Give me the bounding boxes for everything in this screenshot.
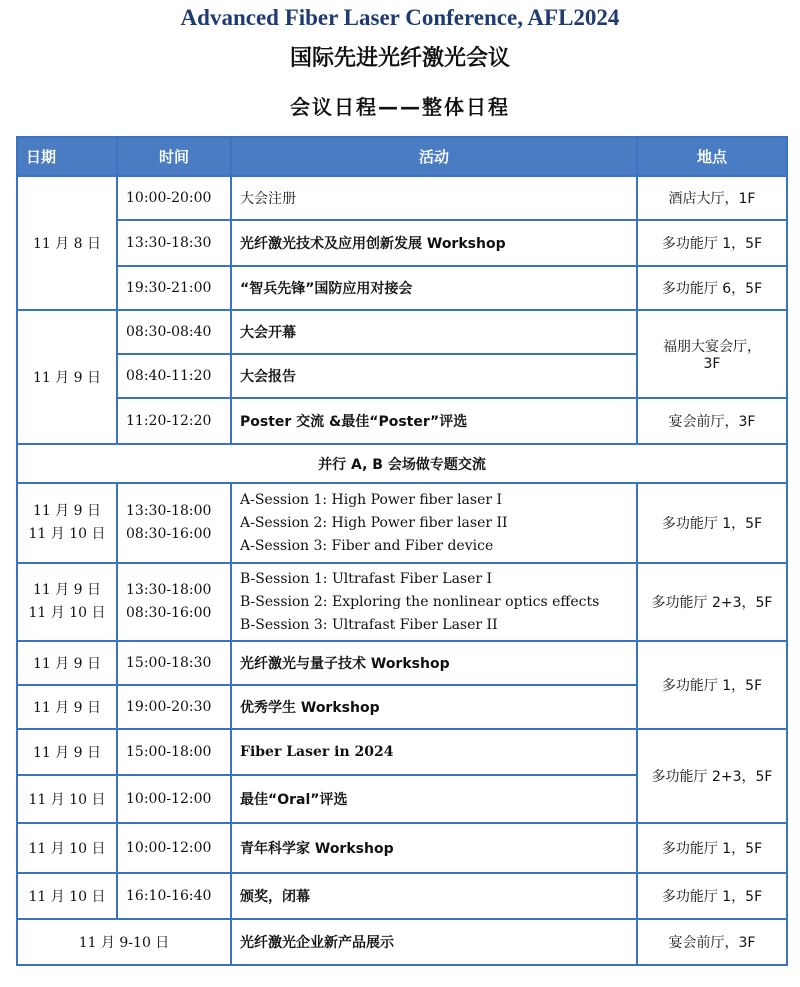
time-cell: 15:00-18:30 [117, 641, 231, 685]
table-row [17, 873, 787, 919]
activity-cell: “智兵先锋”国防应用对接会 [231, 266, 637, 310]
table-header-row [17, 137, 787, 176]
parallel-session-label: 并行 A, B 会场做专题交流 [17, 444, 787, 483]
activity-cell: 光纤激光技术及应用创新发展 Workshop [231, 220, 637, 266]
location-cell: 宴会前厅，3F [637, 398, 787, 444]
activity-cell: 光纤激光与量子技术 Workshop [231, 641, 637, 685]
time-cell: 19:00-20:30 [117, 685, 231, 729]
activity-cell: 优秀学生 Workshop [231, 685, 637, 729]
column-header-activity: 活动 [231, 137, 637, 176]
date-line: 11 月 10 日 [28, 605, 106, 621]
activity-cell [231, 483, 637, 563]
table-row [17, 919, 787, 965]
location-line: 福朋大宴会厅， [663, 339, 761, 355]
location-cell: 多功能厅 1，5F [637, 641, 787, 729]
activity-cell: Fiber Laser in 2024 [231, 729, 637, 775]
table-row [17, 266, 787, 310]
schedule-table [16, 136, 788, 966]
time-line: 08:30-16:00 [126, 526, 212, 542]
time-cell: 15:00-18:00 [117, 729, 231, 775]
table-row [17, 823, 787, 873]
time-cell: 10:00-12:00 [117, 775, 231, 823]
schedule-subtitle: 会议日程——整体日程 [290, 95, 510, 119]
time-cell: 08:40-11:20 [117, 354, 231, 398]
date-cell: 11 月 9 日 [17, 641, 117, 685]
date-cell: 11 月 8 日 [17, 176, 117, 310]
time-cell [117, 563, 231, 641]
activity-cell: 颁奖，闭幕 [231, 873, 637, 919]
date-cell: 11 月 10 日 [17, 775, 117, 823]
time-cell: 10:00-12:00 [117, 823, 231, 873]
time-cell: 16:10-16:40 [117, 873, 231, 919]
location-cell: 宴会前厅，3F [637, 919, 787, 965]
activity-cell: 最佳“Oral”评选 [231, 775, 637, 823]
title-english: Advanced Fiber Laser Conference, AFL2024 [180, 5, 620, 30]
date-cell: 11 月 9 日 [17, 310, 117, 444]
date-line: 11 月 9 日 [32, 503, 102, 519]
column-header-time: 时间 [117, 137, 231, 176]
time-line: 13:30-18:00 [126, 582, 212, 598]
time-line: 13:30-18:00 [126, 503, 212, 519]
time-cell: 08:30-08:40 [117, 310, 231, 354]
activity-cell [231, 563, 637, 641]
column-header-date: 日期 [17, 137, 117, 176]
activity-cell: 光纤激光企业新产品展示 [231, 919, 637, 965]
date-cell [17, 483, 117, 563]
time-cell: 19:30-21:00 [117, 266, 231, 310]
date-cell: 11 月 9-10 日 [17, 919, 231, 965]
time-line: 08:30-16:00 [126, 605, 212, 621]
location-cell: 多功能厅 1，5F [637, 873, 787, 919]
session-line: B-Session 2: Exploring the nonlinear optics effects [240, 593, 600, 610]
table-row [17, 641, 787, 685]
parallel-session-row [17, 444, 787, 483]
date-cell: 11 月 9 日 [17, 729, 117, 775]
session-line: B-Session 1: Ultrafast Fiber Laser I [240, 570, 493, 587]
table-row [17, 563, 787, 641]
location-cell: 多功能厅 1，5F [637, 823, 787, 873]
table-row [17, 729, 787, 775]
activity-cell: 大会注册 [231, 176, 637, 220]
location-cell: 多功能厅 6，5F [637, 266, 787, 310]
location-cell: 多功能厅 2+3，5F [637, 729, 787, 823]
session-line: B-Session 3: Ultrafast Fiber Laser II [240, 616, 498, 633]
date-line: 11 月 10 日 [28, 526, 106, 542]
activity-cell: 大会开幕 [231, 310, 637, 354]
location-cell: 酒店大厅，1F [637, 176, 787, 220]
activity-cell: 大会报告 [231, 354, 637, 398]
date-cell: 11 月 10 日 [17, 873, 117, 919]
title-chinese: 国际先进光纤激光会议 [289, 46, 510, 71]
session-line: A-Session 1: High Power fiber laser I [240, 491, 503, 508]
table-row [17, 483, 787, 563]
session-line: A-Session 2: High Power fiber laser II [240, 514, 508, 531]
time-cell: 13:30-18:30 [117, 220, 231, 266]
location-line: 3F [703, 356, 721, 372]
date-cell: 11 月 9 日 [17, 685, 117, 729]
date-cell [17, 563, 117, 641]
table-row [17, 398, 787, 444]
location-cell: 多功能厅 1，5F [637, 483, 787, 563]
location-cell [637, 310, 787, 398]
location-cell: 多功能厅 2+3，5F [637, 563, 787, 641]
activity-cell: 青年科学家 Workshop [231, 823, 637, 873]
date-cell: 11 月 10 日 [17, 823, 117, 873]
table-row [17, 310, 787, 354]
time-cell: 10:00-20:00 [117, 176, 231, 220]
page-header [0, 0, 800, 132]
location-cell: 多功能厅 1，5F [637, 220, 787, 266]
table-row [17, 176, 787, 220]
activity-cell: Poster 交流 &最佳“Poster”评选 [231, 398, 637, 444]
time-cell: 11:20-12:20 [117, 398, 231, 444]
table-row [17, 220, 787, 266]
date-line: 11 月 9 日 [32, 582, 102, 598]
column-header-location: 地点 [637, 137, 787, 176]
time-cell [117, 483, 231, 563]
session-line: A-Session 3: Fiber and Fiber device [240, 537, 494, 554]
